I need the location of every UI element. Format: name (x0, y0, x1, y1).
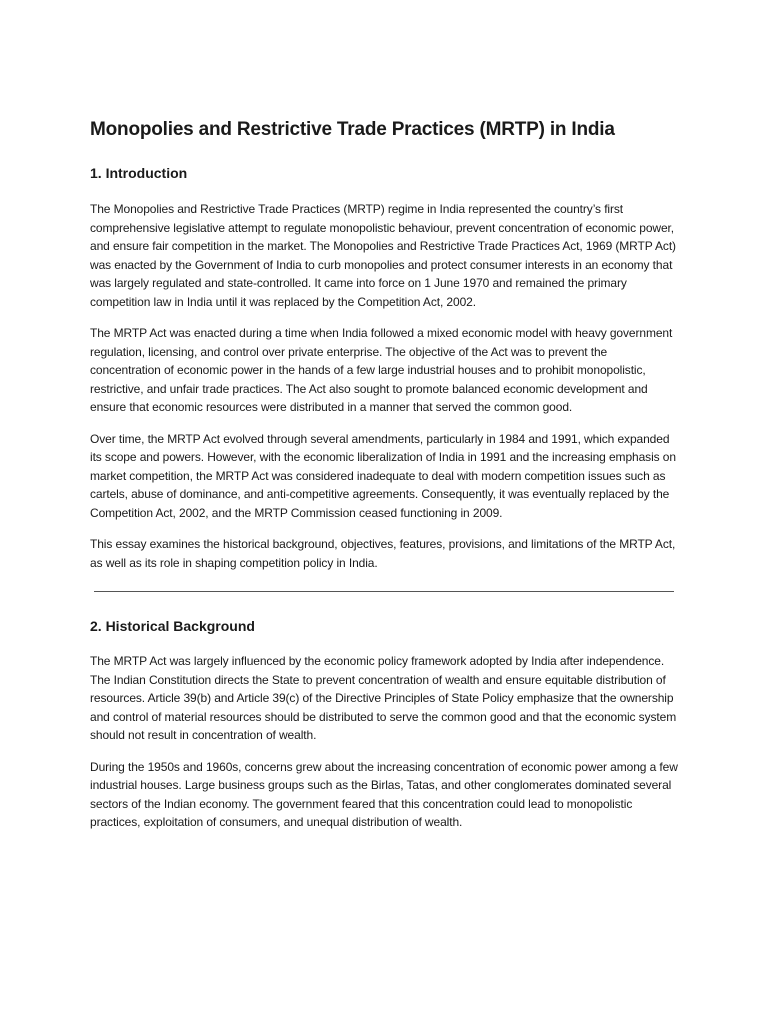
document-page (90, 116, 680, 832)
history-paragraph-2: During the 1950s and 1960s, concerns grew about the increasing concentration of economic power among a few industrial houses. Large business groups such as the Birlas, Tatas, and other conglomerates dominated several sectors of the Indian economy. The government feared that this concentration could lead to monopolistic practices, exploitation of consumers, and unequal distribution of wealth. (90, 759, 678, 829)
intro-paragraph-4: This essay examines the historical background, objectives, features, provisions, and limitations of the MRTP Act, as well as its role in shaping competition policy in India. (90, 537, 676, 570)
history-paragraph-1: The MRTP Act was largely influenced by the economic policy framework adopted by India after independence. The Indian Constitution directs the State to prevent concentration of wealth and ensure equitable distribution of resources. Article 39(b) and Article 39(c) of the Directive Principles of State Policy emphasize that the ownership and control of material resources should be distributed to serve the common good and that the economic system should not result in concentration of wealth. (90, 654, 677, 742)
section-divider (94, 591, 674, 592)
intro-paragraph-2: The MRTP Act was enacted during a time when India followed a mixed economic model with heavy government regulation, licensing, and control over private enterprise. The objective of the Act was to prevent the concentration of economic power in the hands of a few large industrial houses and to prohibit monopolistic, restrictive, and unfair trade practices. The Act also sought to promote balanced economic development and ensure that economic resources were distributed in a manner that served the common good. (90, 326, 673, 414)
section-heading-introduction: 1. Introduction (90, 165, 188, 181)
section-heading-historical-background: 2. Historical Background (90, 618, 255, 634)
intro-paragraph-3: Over time, the MRTP Act evolved through several amendments, particularly in 1984 and 1991, which expanded its scope and powers. However, with the economic liberalization of India in 1991 and the increasing emphasis on market competition, the MRTP Act was considered inadequate to deal with modern competition issues such as cartels, abuse of dominance, and anti-competitive agreements. Consequently, it was eventually replaced by the Competition Act, 2002, and the MRTP Commission ceased functioning in 2009. (90, 431, 676, 520)
intro-paragraph-1: The Monopolies and Restrictive Trade Practices (MRTP) regime in India represented the country’s first comprehensive legislative attempt to regulate monopolistic behaviour, prevent concentration of economic power, and ensure fair competition in the market. The Monopolies and Restrictive Trade Practices Act, 1969 (MRTP Act) was enacted by the Government of India to curb monopolies and protect consumer interests in an economy that was largely regulated and state-controlled. It came into force on 1 June 1970 and remained the primary competition law in India until it was replaced by the Competition Act, 2002. (90, 202, 676, 309)
document-title: Monopolies and Restrictive Trade Practices (MRTP) in India (90, 119, 615, 140)
